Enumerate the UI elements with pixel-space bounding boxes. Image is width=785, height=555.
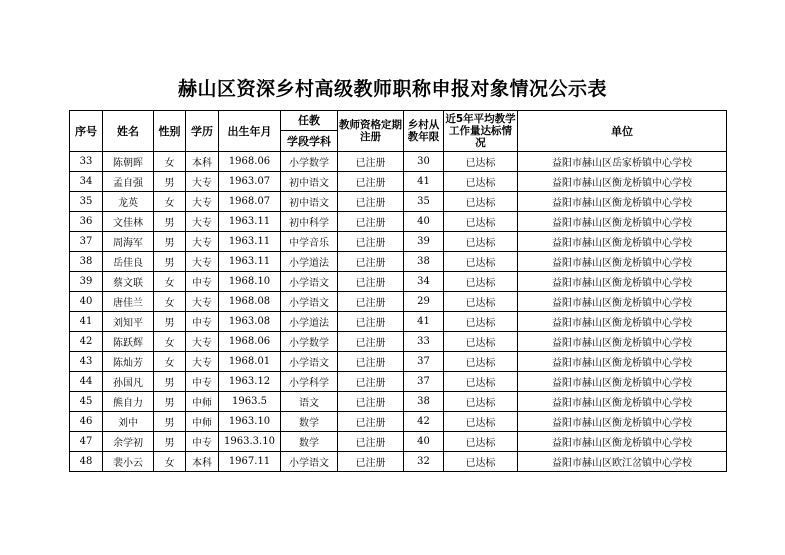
cell-name: 裴小云	[103, 452, 154, 472]
cell-cert: 已注册	[338, 412, 404, 432]
cell-birth: 1968.10	[219, 272, 281, 292]
cell-birth: 1967.11	[219, 452, 281, 472]
header-unit: 单位	[518, 111, 727, 152]
table-row	[70, 292, 727, 312]
table-row	[70, 432, 727, 452]
cell-subject: 小学语文	[281, 452, 338, 472]
cell-gender: 女	[154, 152, 186, 172]
cell-gender: 女	[154, 192, 186, 212]
cell-birth: 1968.06	[219, 332, 281, 352]
header-education: 学历	[186, 111, 219, 152]
cell-education: 中专	[186, 372, 219, 392]
cell-subject: 初中语文	[281, 172, 338, 192]
cell-cert: 已注册	[338, 192, 404, 212]
cell-years: 41	[404, 312, 444, 332]
cell-index: 48	[70, 452, 103, 472]
cell-workload: 已达标	[444, 232, 518, 252]
cell-subject: 小学语文	[281, 352, 338, 372]
cell-name: 余学初	[103, 432, 154, 452]
cell-gender: 女	[154, 272, 186, 292]
cell-subject: 小学语文	[281, 292, 338, 312]
cell-name: 孙国凡	[103, 372, 154, 392]
cell-unit: 益阳市赫山区衡龙桥镇中心学校	[518, 252, 727, 272]
cell-name: 孟自强	[103, 172, 154, 192]
cell-subject: 小学道法	[281, 252, 338, 272]
cell-name: 蔡文联	[103, 272, 154, 292]
cell-cert: 已注册	[338, 212, 404, 232]
cell-index: 33	[70, 152, 103, 172]
cell-index: 43	[70, 352, 103, 372]
cell-subject: 初中科学	[281, 212, 338, 232]
cell-workload: 已达标	[444, 292, 518, 312]
cell-education: 大专	[186, 232, 219, 252]
cell-education: 大专	[186, 332, 219, 352]
cell-workload: 已达标	[444, 432, 518, 452]
table-row	[70, 332, 727, 352]
cell-education: 大专	[186, 192, 219, 212]
header-subject: 学段学科	[281, 131, 338, 152]
cell-unit: 益阳市赫山区衡龙桥镇中心学校	[518, 172, 727, 192]
cell-years: 30	[404, 152, 444, 172]
table-row	[70, 312, 727, 332]
cell-name: 刘知平	[103, 312, 154, 332]
cell-years: 42	[404, 412, 444, 432]
cell-unit: 益阳市赫山区衡龙桥镇中心学校	[518, 232, 727, 252]
cell-name: 陈跃辉	[103, 332, 154, 352]
cell-gender: 女	[154, 352, 186, 372]
cell-workload: 已达标	[444, 212, 518, 232]
cell-subject: 小学数学	[281, 332, 338, 352]
cell-workload: 已达标	[444, 152, 518, 172]
cell-years: 37	[404, 372, 444, 392]
cell-birth: 1963.08	[219, 312, 281, 332]
table-row	[70, 392, 727, 412]
cell-cert: 已注册	[338, 332, 404, 352]
cell-index: 36	[70, 212, 103, 232]
cell-unit: 益阳市赫山区岳家桥镇中心学校	[518, 152, 727, 172]
cell-unit: 益阳市赫山区衡龙桥镇中心学校	[518, 312, 727, 332]
header-birth: 出生年月	[219, 111, 281, 152]
table-row	[70, 252, 727, 272]
cell-subject: 数学	[281, 432, 338, 452]
cell-years: 34	[404, 272, 444, 292]
cell-index: 39	[70, 272, 103, 292]
cell-workload: 已达标	[444, 192, 518, 212]
cell-years: 38	[404, 252, 444, 272]
cell-unit: 益阳市赫山区衡龙桥镇中心学校	[518, 292, 727, 312]
table-row	[70, 232, 727, 252]
cell-birth: 1963.07	[219, 172, 281, 192]
cell-cert: 已注册	[338, 432, 404, 452]
cell-education: 本科	[186, 152, 219, 172]
cell-unit: 益阳市赫山区衡龙桥镇中心学校	[518, 212, 727, 232]
cell-gender: 男	[154, 172, 186, 192]
header-teach-group: 任教	[281, 111, 338, 131]
cell-education: 中师	[186, 392, 219, 412]
cell-unit: 益阳市赫山区衡龙桥镇中心学校	[518, 372, 727, 392]
cell-birth: 1963.3.10	[219, 432, 281, 452]
table-body	[70, 152, 727, 472]
header-name: 姓名	[103, 111, 154, 152]
header-gender: 性别	[154, 111, 186, 152]
table-row	[70, 192, 727, 212]
cell-subject: 小学科学	[281, 372, 338, 392]
cell-gender: 男	[154, 232, 186, 252]
cell-gender: 女	[154, 452, 186, 472]
cell-workload: 已达标	[444, 412, 518, 432]
table-row	[70, 352, 727, 372]
cell-name: 陈朝晖	[103, 152, 154, 172]
cell-index: 46	[70, 412, 103, 432]
cell-years: 37	[404, 352, 444, 372]
cell-subject: 语文	[281, 392, 338, 412]
cell-years: 41	[404, 172, 444, 192]
cell-name: 陈灿芳	[103, 352, 154, 372]
cell-birth: 1963.12	[219, 372, 281, 392]
cell-birth: 1968.01	[219, 352, 281, 372]
cell-birth: 1968.07	[219, 192, 281, 212]
cell-cert: 已注册	[338, 372, 404, 392]
cell-gender: 男	[154, 212, 186, 232]
cell-cert: 已注册	[338, 232, 404, 252]
cell-birth: 1963.11	[219, 212, 281, 232]
cell-index: 42	[70, 332, 103, 352]
cell-birth: 1963.11	[219, 252, 281, 272]
cell-education: 中师	[186, 412, 219, 432]
cell-cert: 已注册	[338, 312, 404, 332]
table-row	[70, 212, 727, 232]
cell-gender: 女	[154, 332, 186, 352]
cell-subject: 小学数学	[281, 152, 338, 172]
cell-education: 大专	[186, 212, 219, 232]
cell-name: 文佳林	[103, 212, 154, 232]
cell-name: 熊自力	[103, 392, 154, 412]
cell-education: 本科	[186, 452, 219, 472]
cell-workload: 已达标	[444, 452, 518, 472]
cell-subject: 初中语文	[281, 192, 338, 212]
cell-education: 大专	[186, 292, 219, 312]
cell-unit: 益阳市赫山区衡龙桥镇中心学校	[518, 432, 727, 452]
header-index: 序号	[70, 111, 103, 152]
cell-subject: 数学	[281, 412, 338, 432]
cell-subject: 小学语文	[281, 272, 338, 292]
cell-unit: 益阳市赫山区欧江岔镇中心学校	[518, 452, 727, 472]
cell-index: 40	[70, 292, 103, 312]
cell-name: 岳佳良	[103, 252, 154, 272]
cell-subject: 中学音乐	[281, 232, 338, 252]
cell-workload: 已达标	[444, 252, 518, 272]
cell-cert: 已注册	[338, 272, 404, 292]
header-years: 乡村从教年限	[404, 111, 444, 152]
cell-years: 40	[404, 212, 444, 232]
cell-education: 中专	[186, 312, 219, 332]
cell-workload: 已达标	[444, 272, 518, 292]
cell-education: 中专	[186, 272, 219, 292]
cell-years: 33	[404, 332, 444, 352]
cell-gender: 男	[154, 372, 186, 392]
cell-workload: 已达标	[444, 392, 518, 412]
cell-unit: 益阳市赫山区衡龙桥镇中心学校	[518, 192, 727, 212]
cell-years: 35	[404, 192, 444, 212]
cell-index: 41	[70, 312, 103, 332]
table-row	[70, 412, 727, 432]
cell-unit: 益阳市赫山区衡龙桥镇中心学校	[518, 332, 727, 352]
cell-unit: 益阳市赫山区衡龙桥镇中心学校	[518, 412, 727, 432]
cell-birth: 1963.5	[219, 392, 281, 412]
table-row	[70, 452, 727, 472]
announcement-table	[69, 110, 727, 472]
header-cert: 教师资格定期注册	[338, 111, 404, 152]
cell-cert: 已注册	[338, 352, 404, 372]
cell-years: 32	[404, 452, 444, 472]
table-row	[70, 172, 727, 192]
cell-cert: 已注册	[338, 172, 404, 192]
table-row	[70, 272, 727, 292]
cell-workload: 已达标	[444, 312, 518, 332]
cell-name: 刘中	[103, 412, 154, 432]
cell-index: 35	[70, 192, 103, 212]
cell-cert: 已注册	[338, 392, 404, 412]
cell-gender: 男	[154, 432, 186, 452]
cell-birth: 1968.08	[219, 292, 281, 312]
cell-unit: 益阳市赫山区衡龙桥镇中心学校	[518, 352, 727, 372]
cell-index: 44	[70, 372, 103, 392]
cell-education: 中专	[186, 432, 219, 452]
cell-education: 大专	[186, 352, 219, 372]
cell-gender: 男	[154, 392, 186, 412]
cell-education: 大专	[186, 252, 219, 272]
cell-cert: 已注册	[338, 452, 404, 472]
cell-years: 39	[404, 232, 444, 252]
cell-name: 周海军	[103, 232, 154, 252]
cell-birth: 1963.10	[219, 412, 281, 432]
cell-workload: 已达标	[444, 172, 518, 192]
cell-birth: 1963.11	[219, 232, 281, 252]
cell-index: 47	[70, 432, 103, 452]
cell-subject: 小学道法	[281, 312, 338, 332]
cell-workload: 已达标	[444, 352, 518, 372]
cell-cert: 已注册	[338, 152, 404, 172]
cell-index: 38	[70, 252, 103, 272]
cell-cert: 已注册	[338, 252, 404, 272]
cell-workload: 已达标	[444, 372, 518, 392]
table-row	[70, 152, 727, 172]
cell-gender: 女	[154, 292, 186, 312]
header-workload: 近5年平均教学工作量达标情况	[444, 111, 518, 152]
cell-birth: 1968.06	[219, 152, 281, 172]
cell-unit: 益阳市赫山区衡龙桥镇中心学校	[518, 392, 727, 412]
cell-gender: 男	[154, 412, 186, 432]
cell-name: 唐佳兰	[103, 292, 154, 312]
cell-index: 45	[70, 392, 103, 412]
cell-index: 34	[70, 172, 103, 192]
table-row	[70, 372, 727, 392]
cell-index: 37	[70, 232, 103, 252]
cell-name: 龙英	[103, 192, 154, 212]
cell-years: 29	[404, 292, 444, 312]
cell-years: 38	[404, 392, 444, 412]
cell-years: 40	[404, 432, 444, 452]
cell-education: 大专	[186, 172, 219, 192]
cell-workload: 已达标	[444, 332, 518, 352]
cell-gender: 男	[154, 312, 186, 332]
cell-cert: 已注册	[338, 292, 404, 312]
page-title: 赫山区资深乡村高级教师职称申报对象情况公示表	[177, 78, 607, 100]
cell-unit: 益阳市赫山区衡龙桥镇中心学校	[518, 272, 727, 292]
cell-gender: 男	[154, 252, 186, 272]
